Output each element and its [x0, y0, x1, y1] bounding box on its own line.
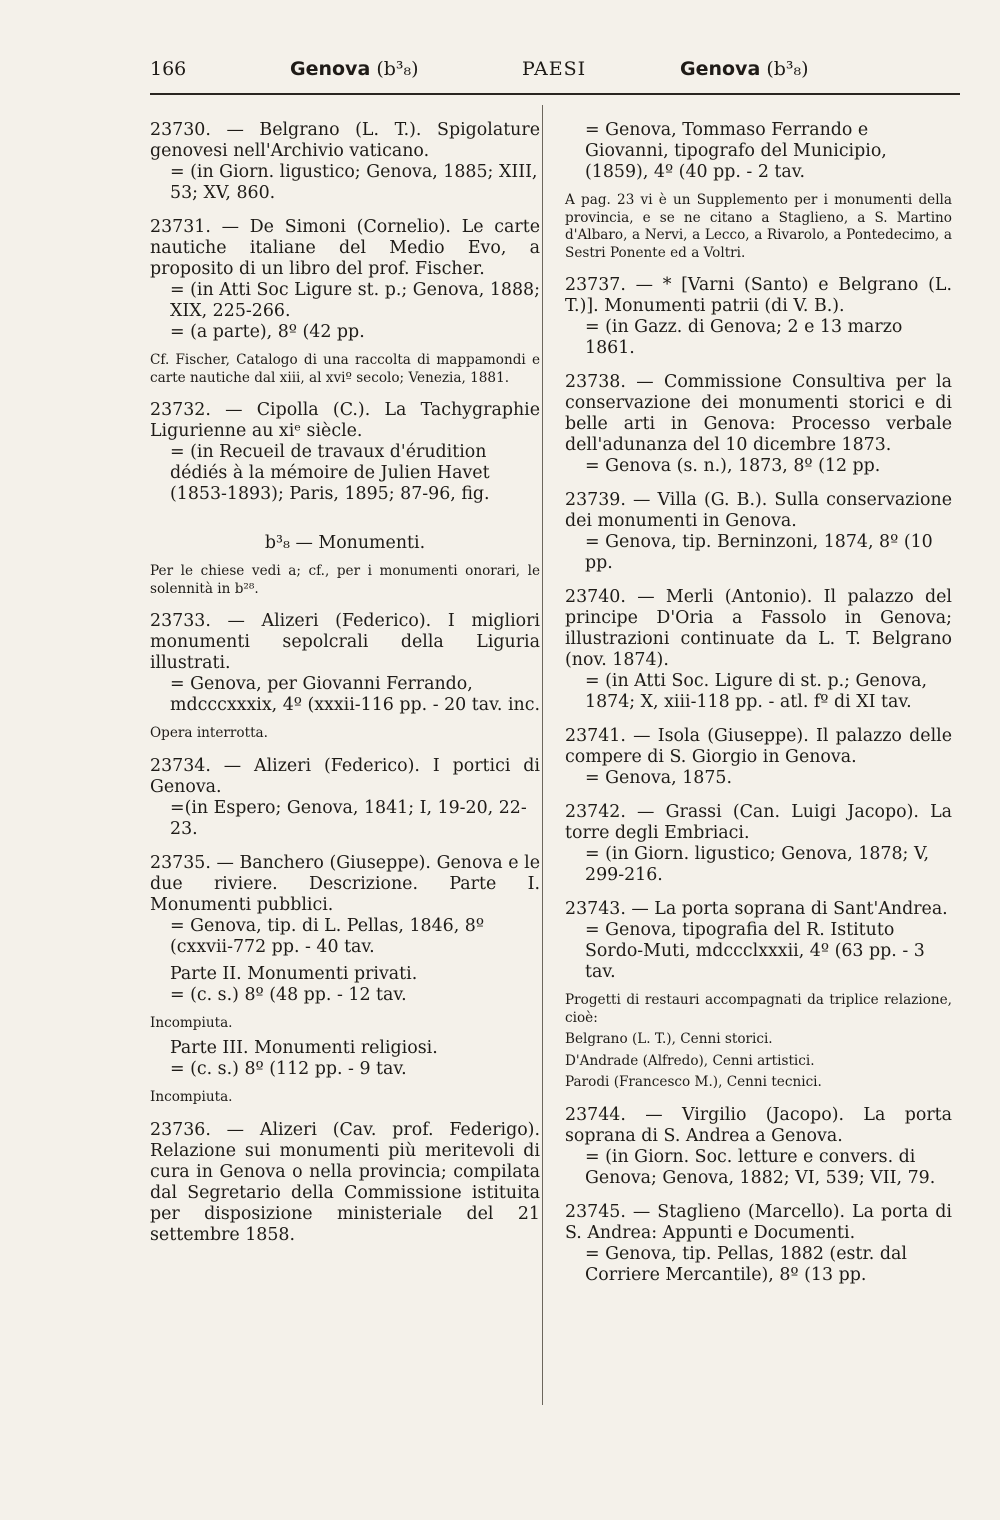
note-23736: A pag. 23 vi è un Supplemento per i monumenti della provincia, e se ne citano a Staglieno, a S. Martino d'Albaro, a Nervi, a Lecco, a Rivarolo, a Pontedecimo, a Sestri Ponente ed a Voltri.: [565, 192, 952, 261]
note-fischer: Cf. Fischer, Catalogo di una raccolta di mappamondi e carte nautiche dal xiii, al xviº secolo; Venezia, 1881.: [150, 352, 540, 386]
entry-23731: 23731. — De Simoni (Cornelio). Le carte nautiche italiane del Medio Evo, a proposito di un libro del prof. Fischer.: [150, 217, 540, 279]
entry-23738-imprint: = Genova (s. n.), 1873, 8º (12 pp.: [585, 456, 881, 476]
entry-23745: 23745. — Staglieno (Marcello). La porta di S. Andrea: Appunti e Documenti.: [565, 1201, 952, 1243]
entry-23740: 23740. — Merli (Antonio). Il palazzo del principe D'Oria a Fassolo in Genova; illustrazioni continuate da L. T. Belgrano (nov. 1874).: [565, 587, 952, 670]
entry-23735-part3: Parte III. Monumenti religiosi.: [170, 1038, 438, 1058]
entry-23742: 23742. — Grassi (Can. Luigi Jacopo). La torre degli Embriaci.: [565, 802, 952, 843]
entry-23730-imprint: = (in Giorn. ligustico; Genova, 1885; XIII, 53; XV, 860.: [170, 162, 538, 203]
entry-23737: 23737. — * [Varni (Santo) e Belgrano (L. T.)]. Monumenti patrii (di V. B.).: [565, 275, 952, 316]
entry-23744: 23744. — Virgilio (Jacopo). La porta soprana di S. Andrea a Genova.: [565, 1104, 952, 1146]
right-code: (b³₈): [766, 58, 809, 80]
entry-23735: 23735. — Banchero (Giuseppe). Genova e le due riviere. Descrizione. Parte I. Monumenti pubblici.: [150, 852, 540, 915]
header-rule: [150, 93, 960, 95]
page-header: [150, 58, 850, 90]
entry-23743-imprint: = Genova, tipografia del R. Istituto Sordo-Muti, mdccclxxxii, 4º (63 pp. - 3 tav.: [585, 920, 925, 982]
entry-23741: 23741. — Isola (Giuseppe). Il palazzo delle compere di S. Giorgio in Genova.: [565, 726, 952, 767]
note-incompiuta-1: Incompiuta.: [150, 1014, 233, 1031]
entry-23737-imprint: = (in Gazz. di Genova; 2 e 13 marzo 1861.: [585, 317, 903, 358]
right-running-title: [680, 58, 809, 80]
entry-23740-imprint: = (in Atti Soc. Ligure di st. p.; Genova, 1874; X, xiii-118 pp. - atl. fº di XI tav.: [585, 671, 928, 712]
entry-23735-part2-imprint: = (c. s.) 8º (48 pp. - 12 tav.: [170, 984, 407, 1005]
entry-23744-imprint: = (in Giorn. Soc. letture e convers. di Genova; Genova, 1882; VI, 539; VII, 79.: [585, 1146, 936, 1188]
entry-23732-imprint: = (in Recueil de travaux d'érudition dédiés à la mémoire de Julien Havet (1853-1893); Paris, 1895; 87-96, fig.: [170, 442, 490, 504]
note-23743-item-1: Belgrano (L. T.), Cenni storici.: [565, 1031, 773, 1047]
entry-23735-imprint: = Genova, tip. di L. Pellas, 1846, 8º (cxxvii-772 pp. - 40 tav.: [170, 915, 485, 957]
note-23743-item-3: Parodi (Francesco M.), Cenni tecnici.: [565, 1074, 822, 1090]
entry-23745-imprint: = Genova, tip. Pellas, 1882 (estr. dal Corriere Mercantile), 8º (13 pp.: [585, 1243, 907, 1285]
right-column: [565, 120, 952, 1286]
entry-23731-offprint: = (a parte), 8º (42 pp.: [170, 322, 365, 342]
entry-23736: 23736. — Alizeri (Cav. prof. Federigo). Relazione sui monumenti più meritevoli di cura in Genova o nella provincia; compilata dal Segretario della Commissione istituita per disposizione ministeriale del 21 settembre 1858.: [150, 1119, 540, 1245]
entry-23741-imprint: = Genova, 1875.: [585, 768, 732, 788]
left-running-title: [290, 58, 419, 80]
page-number: 166: [150, 58, 187, 80]
entry-23730: 23730. — Belgrano (L. T.). Spigolature genovesi nell'Archivio vaticano.: [150, 120, 540, 161]
entry-23743: 23743. — La porta soprana di Sant'Andrea.: [565, 899, 948, 919]
entry-23736-imprint: = Genova, Tommaso Ferrando e Giovanni, tipografo del Municipio, (1859), 4º (40 pp. - 2 tav.: [585, 120, 887, 182]
left-code: (b³₈): [376, 58, 419, 80]
entry-23739: 23739. — Villa (G. B.). Sulla conservazione dei monumenti in Genova.: [565, 490, 952, 531]
entry-23734: 23734. — Alizeri (Federico). I portici di Genova.: [150, 755, 540, 797]
entry-23732: 23732. — Cipolla (C.). La Tachygraphie Ligurienne au xiᵉ siècle.: [150, 400, 540, 441]
section-note: Per le chiese vedi a; cf., per i monumenti onorari, le solennità in b²⁸.: [150, 563, 540, 597]
center-running-title: PAESI: [522, 58, 587, 80]
section-heading: b³₈ — Monumenti.: [264, 533, 426, 553]
entry-23735-part3-imprint: = (c. s.) 8º (112 pp. - 9 tav.: [170, 1059, 407, 1079]
note-23733: Opera interrotta.: [150, 725, 268, 741]
column-divider: [542, 105, 543, 1405]
entry-23738: 23738. — Commissione Consultiva per la conservazione dei monumenti storici e di belle arti in Genova: Processo verbale dell'adunanza del 10 dicembre 1873.: [565, 372, 952, 455]
entry-23733: 23733. — Alizeri (Federico). I migliori monumenti sepolcrali della Liguria illustrati.: [150, 611, 540, 673]
note-incompiuta-2: Incompiuta.: [150, 1089, 233, 1105]
entry-23733-imprint: = Genova, per Giovanni Ferrando, mdcccxxxix, 4º (xxxii-116 pp. - 20 tav. inc.: [170, 674, 540, 715]
entry-23734-imprint: =(in Espero; Genova, 1841; I, 19-20, 22-23.: [170, 797, 527, 839]
entry-23742-imprint: = (in Giorn. ligustico; Genova, 1878; V, 299-216.: [585, 844, 929, 885]
left-column: [150, 120, 540, 1246]
left-title: Genova: [290, 58, 371, 80]
entry-23735-part2: Parte II. Monumenti privati.: [170, 963, 418, 984]
note-23743: Progetti di restauri accompagnati da triplice relazione, cioè:: [565, 992, 952, 1026]
entry-23731-imprint: = (in Atti Soc Ligure st. p.; Genova, 1888; XIX, 225-266.: [170, 280, 540, 321]
entry-23739-imprint: = Genova, tip. Berninzoni, 1874, 8º (10 pp.: [585, 532, 933, 573]
right-title: Genova: [680, 58, 761, 80]
note-23743-item-2: D'Andrade (Alfredo), Cenni artistici.: [565, 1052, 815, 1069]
